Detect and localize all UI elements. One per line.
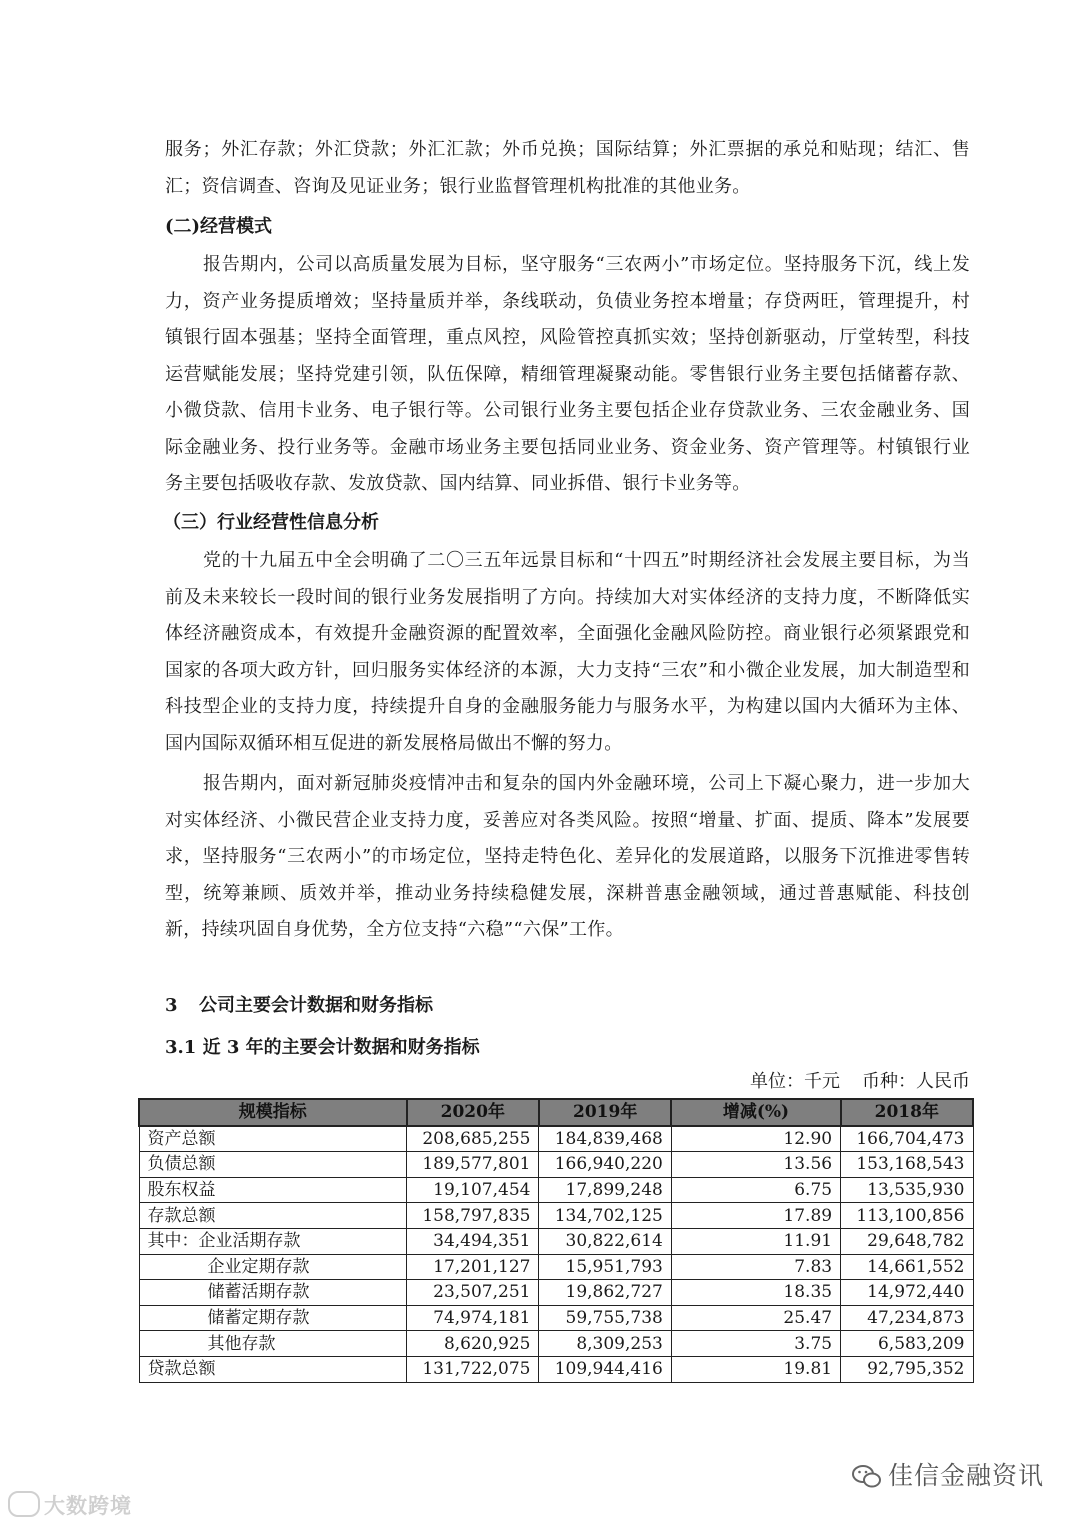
- value-cell: 19,107,454: [407, 1177, 539, 1203]
- section-title: 公司主要会计数据和财务指标: [199, 995, 433, 1016]
- value-cell: 189,577,801: [407, 1152, 539, 1178]
- row-label-cell: 存款总额: [139, 1203, 407, 1229]
- header-cell: 规模指标: [139, 1099, 407, 1126]
- row-label-cell: 储蓄定期存款: [139, 1305, 407, 1331]
- value-cell: 74,974,181: [407, 1305, 539, 1331]
- value-cell: 6,583,209: [841, 1331, 973, 1357]
- value-cell: 25.47: [671, 1305, 840, 1331]
- currency-label: 币种：人民币: [862, 1071, 970, 1092]
- table-row: [139, 1254, 973, 1280]
- value-cell: 14,972,440: [841, 1280, 973, 1306]
- section-3-1-heading: 3.1 近 3 年的主要会计数据和财务指标: [165, 1037, 480, 1058]
- value-cell: 13,535,930: [841, 1177, 973, 1203]
- value-cell: 8,620,925: [407, 1331, 539, 1357]
- value-cell: 8,309,253: [539, 1331, 671, 1357]
- value-cell: 134,702,125: [539, 1203, 671, 1229]
- row-label-cell: 企业定期存款: [139, 1254, 407, 1280]
- table-row: [139, 1280, 973, 1306]
- financial-indicators-table: [138, 1098, 974, 1383]
- value-cell: 17,899,248: [539, 1177, 671, 1203]
- row-label-cell: 其他存款: [139, 1331, 407, 1357]
- paragraph-reporting-period: 报告期内，面对新冠肺炎疫情冲击和复杂的国内外金融环境，公司上下凝心聚力，进一步加大对实体经济、小微民营企业支持力度，妥善应对各类风险。按照“增量、扩面、提质、降本”发展要求，坚持服务“三农两小”的市场定位，坚持走特色化、差异化的发展道路，以服务下沉推进零售转型，统筹兼顾、质效并举，推动业务持续稳健发展，深耕普惠金融领域，通过普惠赋能、科技创新，持续巩固自身优势，全方位支持“六稳”“六保”工作。: [165, 773, 970, 940]
- value-cell: 34,494,351: [407, 1228, 539, 1254]
- value-cell: 17.89: [671, 1203, 840, 1229]
- value-cell: 184,839,468: [539, 1126, 671, 1152]
- header-cell: 增减(%): [671, 1099, 840, 1126]
- row-label-cell: 贷款总额: [139, 1356, 407, 1382]
- value-cell: 19,862,727: [539, 1280, 671, 1306]
- paragraph-industry-analysis: 党的十九届五中全会明确了二〇三五年远景目标和“十四五”时期经济社会发展主要目标，为当前及未来较长一段时间的银行业务发展指明了方向。持续加大对实体经济的支持力度，不断降低实体经济融资成本，有效提升金融资源的配置效率，全面强化金融风险防控。商业银行必须紧跟党和国家的各项大政方针，回归服务实体经济的本源，大力支持“三农”和小微企业发展，加大制造型和科技型企业的支持力度，持续提升自身的金融服务能力与服务水平，为构建以国内大循环为主体、国内国际双循环相互促进的新发展格局做出不懈的努力。: [165, 550, 970, 754]
- row-label-cell: 资产总额: [139, 1126, 407, 1152]
- heading-business-model: (二)经营模式: [165, 216, 273, 237]
- value-cell: 166,940,220: [539, 1152, 671, 1178]
- paragraph-business-model: 报告期内，公司以高质量发展为目标，坚守服务“三农两小”市场定位。坚持服务下沉，线上发力，资产业务提质增效；坚持量质并举，条线联动，负债业务控本增量；存贷两旺，管理提升，村镇银行固本强基；坚持全面管理，重点风控，风险管控真抓实效；坚持创新驱动，厅堂转型，科技运营赋能发展；坚持党建引领，队伍保障，精细管理凝聚动能。零售银行业务主要包括储蓄存款、小微贷款、信用卡业务、电子银行等。公司银行业务主要包括企业存贷款业务、三农金融业务、国际金融业务、投行业务等。金融市场业务主要包括同业业务、资金业务、资产管理等。村镇银行业务主要包括吸收存款、发放贷款、国内结算、同业拆借、银行卡业务等。: [165, 254, 970, 494]
- value-cell: 47,234,873: [841, 1305, 973, 1331]
- table-row: [139, 1305, 973, 1331]
- table-row: [139, 1126, 973, 1152]
- header-cell: 2019年: [539, 1099, 671, 1126]
- watermark-logo-icon: [8, 1491, 40, 1517]
- value-cell: 109,944,416: [539, 1356, 671, 1382]
- header-cell: 2018年: [841, 1099, 973, 1126]
- value-cell: 30,822,614: [539, 1228, 671, 1254]
- unit-label: 单位：千元: [750, 1071, 840, 1092]
- watermark-right-text: 佳信金融资讯: [887, 1461, 1044, 1490]
- row-label-cell: 储蓄活期存款: [139, 1280, 407, 1306]
- row-label-cell: 其中：企业活期存款: [139, 1228, 407, 1254]
- value-cell: 17,201,127: [407, 1254, 539, 1280]
- value-cell: 131,722,075: [407, 1356, 539, 1382]
- table-row: [139, 1177, 973, 1203]
- header-cell: 2020年: [407, 1099, 539, 1126]
- value-cell: 3.75: [671, 1331, 840, 1357]
- value-cell: 18.35: [671, 1280, 840, 1306]
- value-cell: 59,755,738: [539, 1305, 671, 1331]
- value-cell: 13.56: [671, 1152, 840, 1178]
- table-row: [139, 1228, 973, 1254]
- value-cell: 14,661,552: [841, 1254, 973, 1280]
- value-cell: 29,648,782: [841, 1228, 973, 1254]
- heading-industry-analysis: （三）行业经营性信息分析: [163, 512, 379, 533]
- table-body: [139, 1126, 973, 1382]
- watermark-left: [8, 1490, 132, 1520]
- value-cell: 166,704,473: [841, 1126, 973, 1152]
- value-cell: 15,951,793: [539, 1254, 671, 1280]
- value-cell: 92,795,352: [841, 1356, 973, 1382]
- section-3-heading: [165, 988, 433, 1024]
- value-cell: 6.75: [671, 1177, 840, 1203]
- wechat-icon: [852, 1464, 882, 1490]
- table-row: [139, 1331, 973, 1357]
- value-cell: 19.81: [671, 1356, 840, 1382]
- watermark-left-text: 大数跨境: [44, 1494, 132, 1518]
- watermark-right: [852, 1456, 1044, 1492]
- table-row: [139, 1356, 973, 1382]
- value-cell: 208,685,255: [407, 1126, 539, 1152]
- value-cell: 153,168,543: [841, 1152, 973, 1178]
- row-label-cell: 负债总额: [139, 1152, 407, 1178]
- value-cell: 23,507,251: [407, 1280, 539, 1306]
- value-cell: 11.91: [671, 1228, 840, 1254]
- row-label-cell: 股东权益: [139, 1177, 407, 1203]
- section-number: 3: [165, 995, 178, 1016]
- value-cell: 113,100,856: [841, 1203, 973, 1229]
- table-header-row: [139, 1099, 973, 1126]
- value-cell: 12.90: [671, 1126, 840, 1152]
- table-row: [139, 1152, 973, 1178]
- value-cell: 158,797,835: [407, 1203, 539, 1229]
- table-row: [139, 1203, 973, 1229]
- value-cell: 7.83: [671, 1254, 840, 1280]
- paragraph-business-scope: 服务；外汇存款；外汇贷款；外汇汇款；外币兑换；国际结算；外汇票据的承兑和贴现；结汇、售汇；资信调查、咨询及见证业务；银行业监督管理机构批准的其他业务。: [165, 139, 970, 197]
- unit-currency-line: [728, 1068, 970, 1096]
